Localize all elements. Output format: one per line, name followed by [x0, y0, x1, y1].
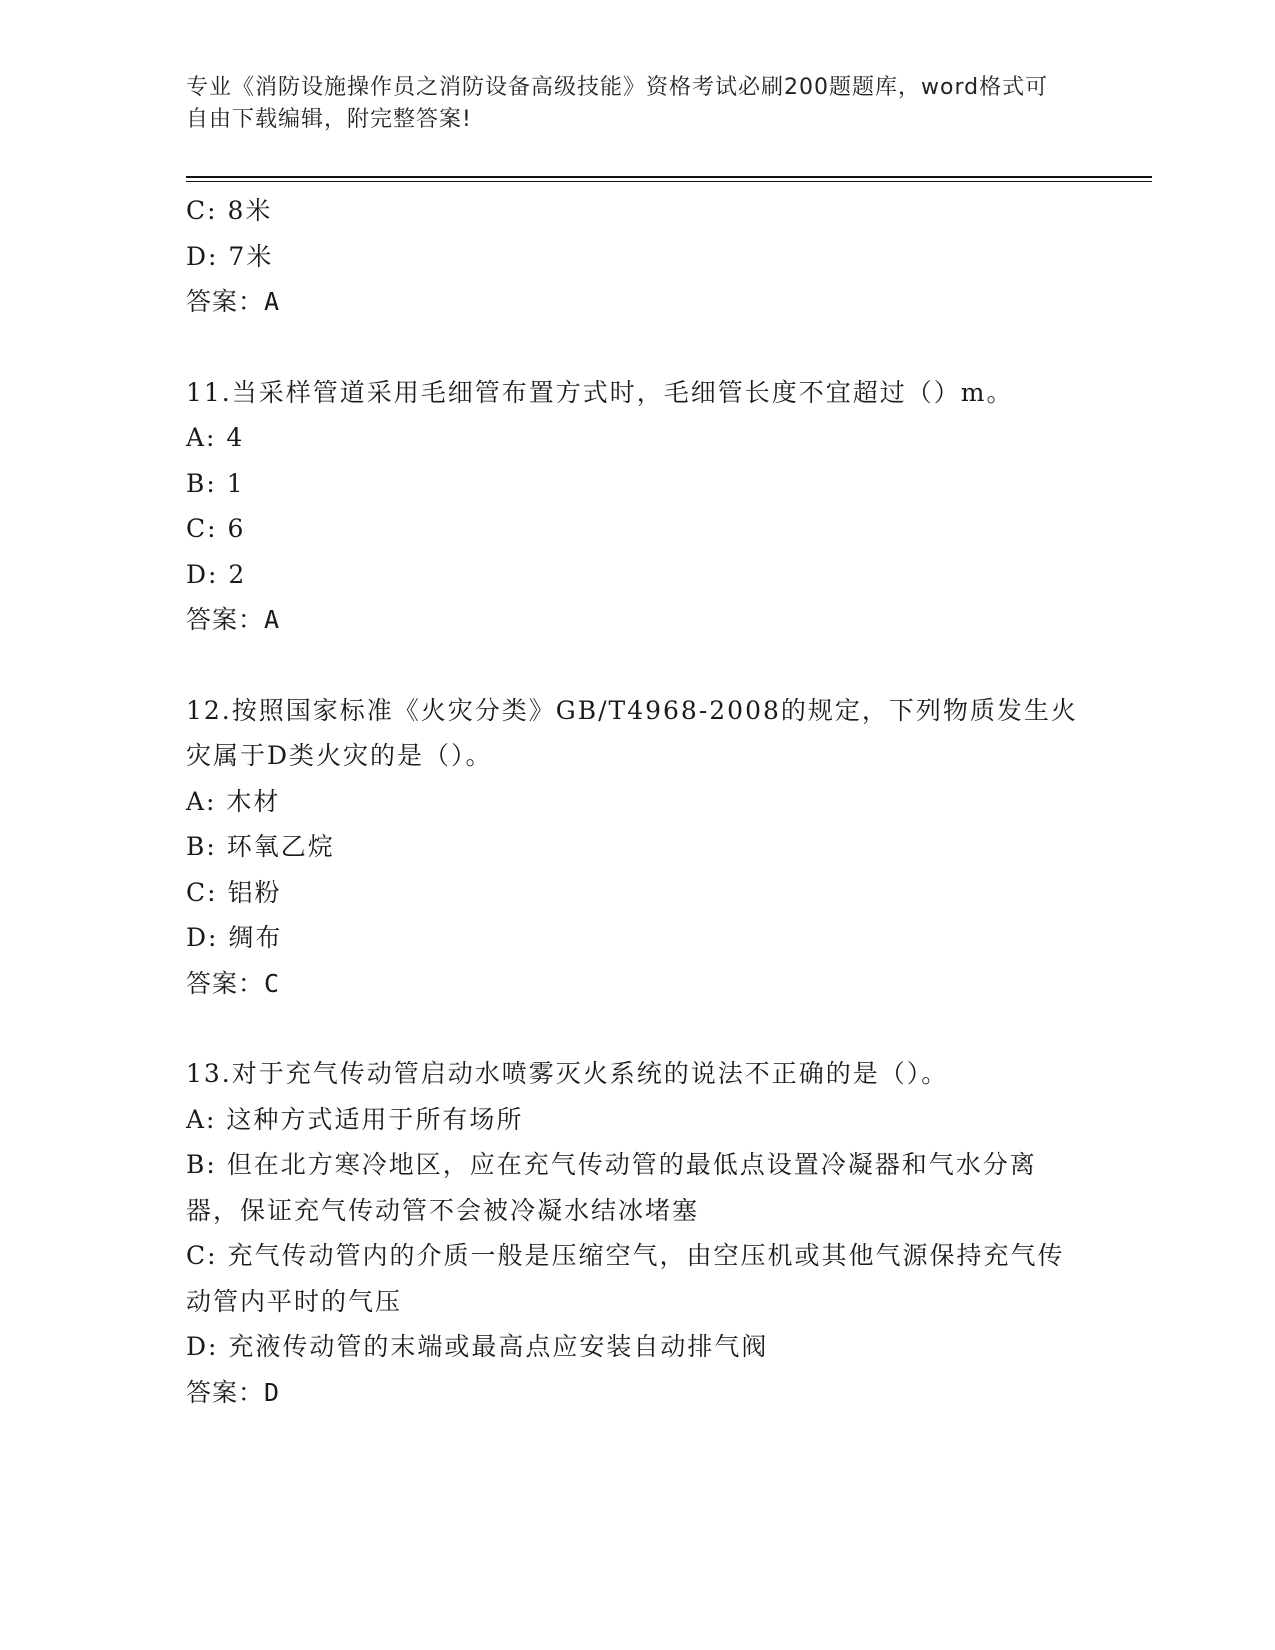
option-d: D: 7米: [186, 241, 274, 271]
answer-value: D: [264, 1377, 281, 1407]
answer-value: A: [264, 287, 281, 316]
answer-label: 答案：: [186, 1377, 265, 1407]
answer-label: 答案：: [186, 287, 265, 316]
option-b: B: 1: [186, 468, 245, 498]
answer-line: [186, 279, 1086, 325]
question-content: [186, 188, 1086, 1415]
question-11: [186, 370, 1086, 643]
spacer: [186, 1006, 1086, 1051]
answer-label: 答案：: [186, 605, 265, 634]
option-c: C: 6: [186, 514, 246, 543]
option-d: D: 充液传动管的末端或最高点应安装自动排气阀: [186, 1332, 769, 1361]
header-rule-thick: [186, 176, 1152, 178]
answer-line: [186, 961, 1086, 1007]
question-stem: 12.按照国家标准《火灾分类》GB/T4968-2008的规定，下列物质发生火灾属于D类火灾的是（）。: [186, 695, 1078, 770]
option-b: B: 环氧乙烷: [186, 832, 335, 861]
spacer: [186, 325, 1086, 370]
question-12: [186, 688, 1086, 1007]
option-a: A: 4: [186, 423, 245, 452]
document-header: 专业《消防设施操作员之消防设备高级技能》资格考试必刷200题题库，word格式可自由下载编辑，附完整答案!: [186, 75, 1049, 132]
answer-line: [186, 597, 1086, 643]
option-b: B: 但在北方寒冷地区，应在充气传动管的最低点设置冷凝器和气水分离器，保证充气传动管不会被冷凝水结冰堵塞: [186, 1150, 1037, 1225]
header-rule-thin: [186, 181, 1152, 182]
option-a: A: 木材: [186, 786, 281, 816]
option-c: C: 充气传动管内的介质一般是压缩空气，由空压机或其他气源保持充气传动管内平时的气压: [186, 1241, 1065, 1316]
option-c: C: 8米: [186, 196, 273, 225]
option-a: A: 这种方式适用于所有场所: [186, 1104, 524, 1134]
question-13: [186, 1051, 1086, 1415]
answer-line: [186, 1370, 1086, 1416]
answer-value: A: [264, 605, 281, 634]
answer-label: 答案：: [186, 968, 265, 998]
option-d: D: 绸布: [186, 923, 283, 952]
option-c: C: 铝粉: [186, 877, 282, 907]
question-stem: 13.对于充气传动管启动水喷雾灭火系统的说法不正确的是（）。: [186, 1059, 949, 1088]
answer-value: C: [264, 968, 281, 998]
option-d: D: 2: [186, 559, 247, 589]
question-stem: 11.当采样管道采用毛细管布置方式时，毛细管长度不宜超过（）m。: [186, 377, 1014, 407]
spacer: [186, 643, 1086, 688]
